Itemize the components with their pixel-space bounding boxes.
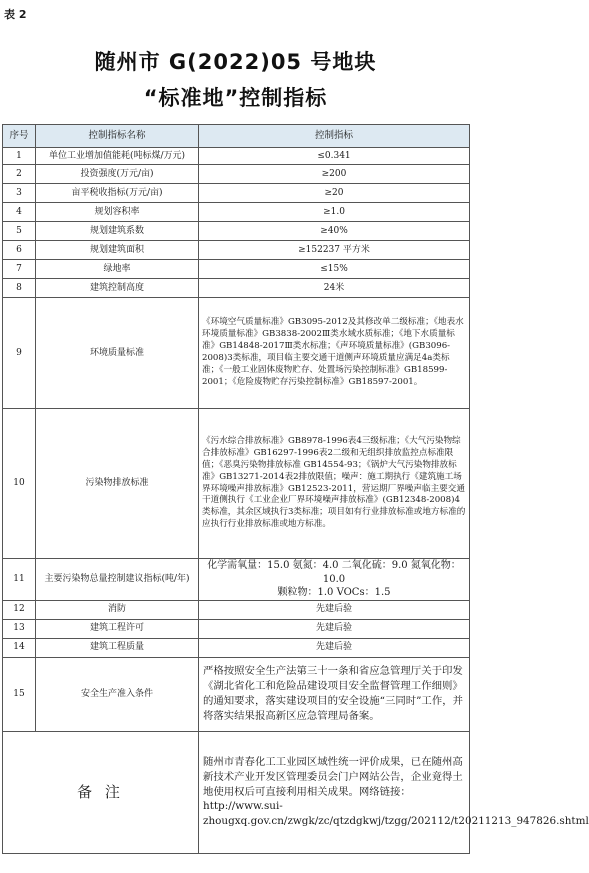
indicator-value: ≥200 bbox=[199, 165, 470, 184]
row-number: 2 bbox=[3, 165, 36, 184]
table-row bbox=[3, 600, 470, 619]
indicator-name: 环境质量标准 bbox=[36, 298, 199, 409]
table-row bbox=[3, 298, 470, 409]
indicator-value: 严格按照安全生产法第三十一条和省应急管理厅关于印发《湖北省化工和危险品建设项目安全监督管理工作细则》的通知要求，落实建设项目的安全设施“三同时”工作，并将落实结果报高新区应急管理局备案。 bbox=[199, 657, 470, 731]
row-number: 5 bbox=[3, 222, 36, 241]
row-number: 15 bbox=[3, 657, 36, 731]
indicator-name: 建筑控制高度 bbox=[36, 279, 199, 298]
table-row bbox=[3, 203, 470, 222]
indicator-value: 《环境空气质量标准》GB3095-2012及其修改单二级标准；《地表水环境质量标准》GB3838-2002Ⅲ类水域水质标准；《地下水质量标准》GB14848-2017Ⅲ类水标准；《声环境质量标准》(GB3096-2008)3类标准，项目临主要交通干道侧声环境质量应满足4a类标准；《一般工业固体废物贮存、处置场污染控制标准》GB18599-2001；《危险废物贮存污染控制标准》GB18597-2001。 bbox=[199, 298, 470, 409]
row-number: 1 bbox=[3, 148, 36, 165]
indicator-value: 先建后验 bbox=[199, 600, 470, 619]
table-row bbox=[3, 165, 470, 184]
indicator-value bbox=[199, 559, 470, 601]
table-row bbox=[3, 279, 470, 298]
note-label: 备 注 bbox=[3, 731, 199, 853]
row-number: 7 bbox=[3, 260, 36, 279]
indicator-value: 先建后验 bbox=[199, 638, 470, 657]
indicator-name: 投资强度(万元/亩) bbox=[36, 165, 199, 184]
indicator-name: 规划建筑系数 bbox=[36, 222, 199, 241]
indicator-name: 规划建筑面积 bbox=[36, 241, 199, 260]
indicator-name: 安全生产准入条件 bbox=[36, 657, 199, 731]
indicator-value: ≥40% bbox=[199, 222, 470, 241]
indicator-name: 单位工业增加值能耗(吨标煤/万元) bbox=[36, 148, 199, 165]
row-number: 6 bbox=[3, 241, 36, 260]
row-number: 11 bbox=[3, 559, 36, 601]
emission-line-1: 化学需氧量：15.0 氨氮：4.0 二氧化硫：9.0 氮氧化物：10.0 bbox=[207, 560, 461, 585]
column-header-value: 控制指标 bbox=[199, 125, 470, 148]
table-row bbox=[3, 559, 470, 601]
row-number: 4 bbox=[3, 203, 36, 222]
table-row bbox=[3, 409, 470, 559]
indicator-name: 绿地率 bbox=[36, 260, 199, 279]
table-tag: 表 2 bbox=[4, 8, 27, 21]
indicator-name: 亩平税收指标(万元/亩) bbox=[36, 184, 199, 203]
indicator-name: 污染物排放标准 bbox=[36, 409, 199, 559]
page-title: 随州市 G(2022)05 号地块 bbox=[94, 50, 377, 74]
row-number: 3 bbox=[3, 184, 36, 203]
table-row bbox=[3, 260, 470, 279]
table-header-row bbox=[3, 125, 470, 148]
indicator-name: 建筑工程许可 bbox=[36, 619, 199, 638]
table-row bbox=[3, 657, 470, 731]
indicator-value: ≥1.0 bbox=[199, 203, 470, 222]
emission-line-2: 颗粒物：1.0 VOCs：1.5 bbox=[277, 587, 391, 598]
row-number: 14 bbox=[3, 638, 36, 657]
control-indicator-table bbox=[2, 124, 589, 854]
indicator-name: 规划容积率 bbox=[36, 203, 199, 222]
indicator-value: ≥20 bbox=[199, 184, 470, 203]
indicator-value: 24米 bbox=[199, 279, 470, 298]
indicator-name: 建筑工程质量 bbox=[36, 638, 199, 657]
table-row bbox=[3, 222, 470, 241]
note-text: 随州市青春化工工业园区域性统一评价成果，已在随州高新技术产业开发区管理委员会门户网站公告，企业竟得土地使用权后可直接利用相关成果。网络链接：http://www.sui-zhougxq.gov.cn/zwgk/zc/qtzdgkwj/tzgg/202112/t20211213_947826.shtml bbox=[199, 731, 470, 853]
indicator-value: 先建后验 bbox=[199, 619, 470, 638]
table-row bbox=[3, 619, 470, 638]
table-row bbox=[3, 184, 470, 203]
table-row bbox=[3, 148, 470, 165]
row-number: 12 bbox=[3, 600, 36, 619]
row-number: 8 bbox=[3, 279, 36, 298]
column-header-number: 序号 bbox=[3, 125, 36, 148]
indicator-value: ≥152237 平方米 bbox=[199, 241, 470, 260]
table-row bbox=[3, 241, 470, 260]
table-row bbox=[3, 638, 470, 657]
row-number: 13 bbox=[3, 619, 36, 638]
column-header-name: 控制指标名称 bbox=[36, 125, 199, 148]
indicator-name: 消防 bbox=[36, 600, 199, 619]
indicator-value: ≤15% bbox=[199, 260, 470, 279]
note-row bbox=[3, 731, 470, 853]
row-number: 9 bbox=[3, 298, 36, 409]
indicator-value: ≤0.341 bbox=[199, 148, 470, 165]
indicator-name: 主要污染物总量控制建议指标(吨/年) bbox=[36, 559, 199, 601]
page-subtitle: “标准地”控制指标 bbox=[143, 86, 328, 110]
indicator-value: 《污水综合排放标准》GB8978-1996表4三级标准；《大气污染物综合排放标准》GB16297-1996表2二级和无组织排放监控点标准限值；《恶臭污染物排放标准 GB14554-93；《锅炉大气污染物排放标准》GB13271-2014表2排放限值；噪声：施工期执行《建筑施工场界环境噪声排放标准》GB12523-2011，营运期厂界噪声临主要交通干道侧执行《工业企业厂界环境噪声排放标准》(GB12348-2008)4类标准，其余区域执行3类标准；项目如有行业排放标准或地方标准的应执行行业排放标准或地方标准。 bbox=[199, 409, 470, 559]
row-number: 10 bbox=[3, 409, 36, 559]
